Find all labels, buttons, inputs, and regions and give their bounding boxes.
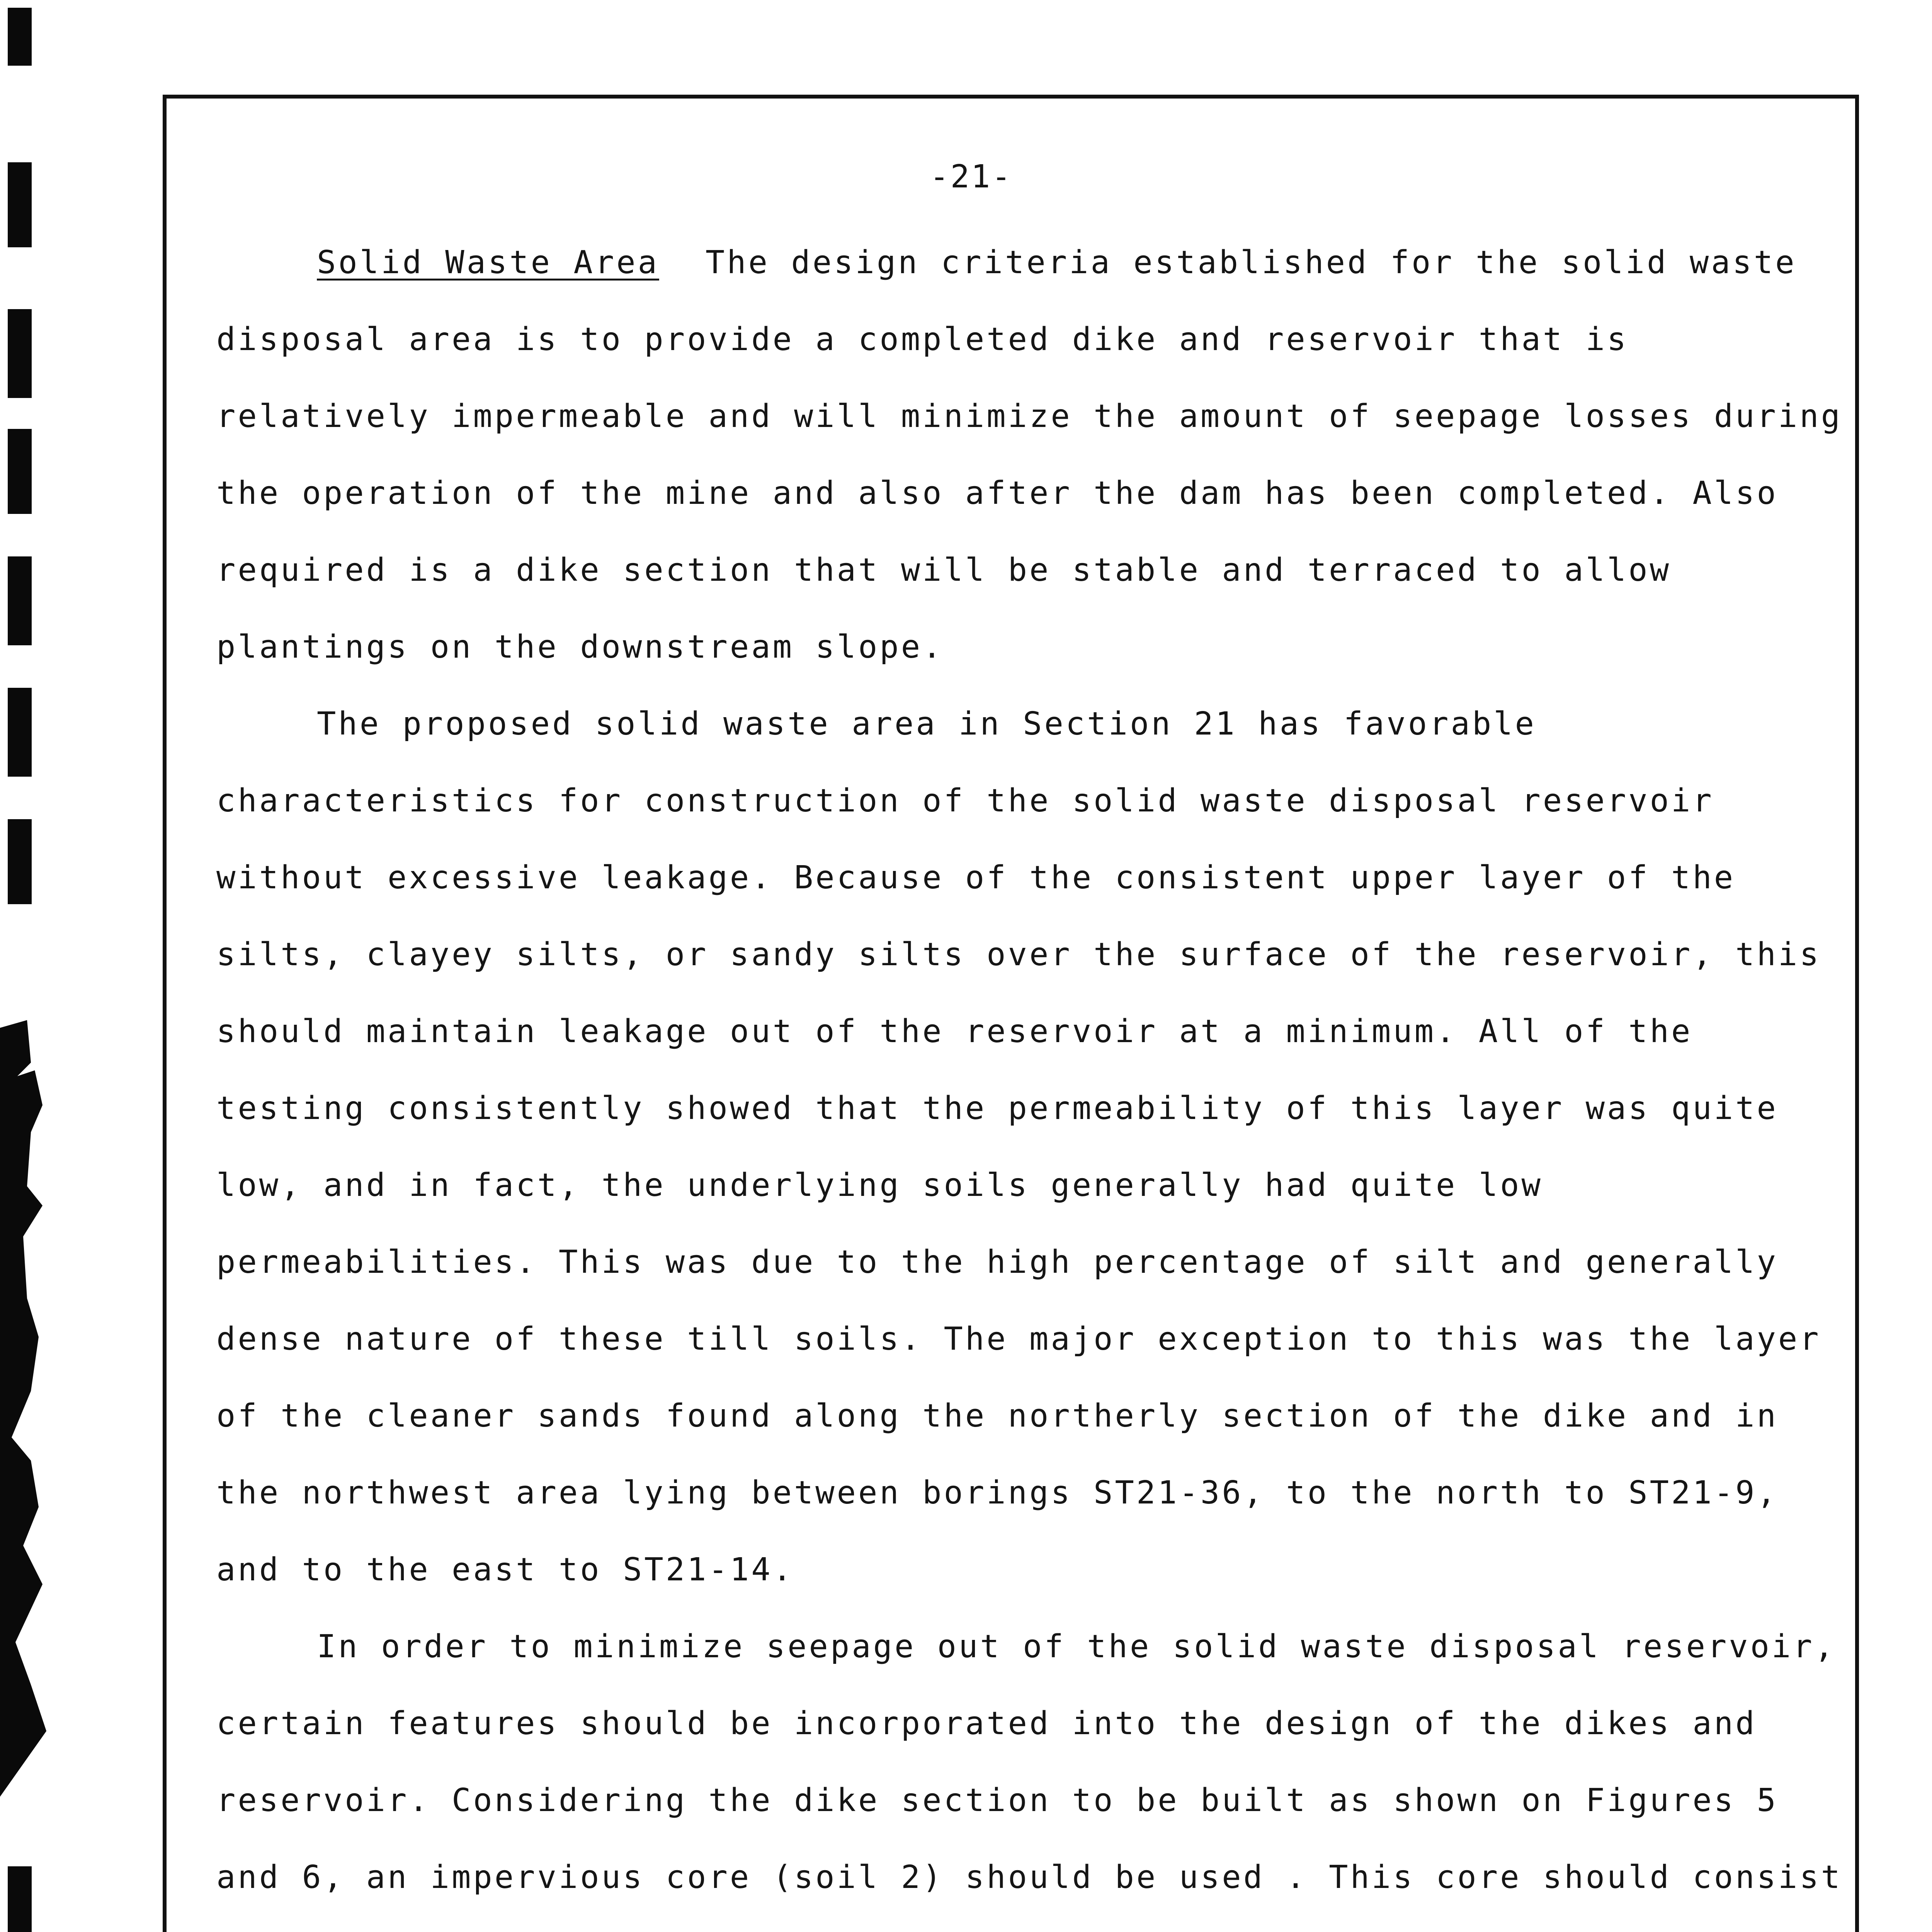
paragraph-design-criteria — [216, 224, 1859, 685]
page-number: -21- — [930, 158, 1012, 195]
scan-edge-mark — [8, 556, 32, 645]
paragraph-text: The design criteria established for the solid waste disposal area is to provide a completed dike and reservoir that is relatively impermeable and will minimize the amount of seepage losses during the operation of the mine and also after the dam has been completed. Also required is a dike section that will be stable and terraced to allow plantings on the downstream slope. — [216, 244, 1842, 665]
scan-edge-shadow — [0, 1005, 73, 1835]
scan-edge-mark — [8, 429, 32, 514]
scan-edge-mark — [8, 309, 32, 398]
paragraph-proposed-area: The proposed solid waste area in Section 21 has favorable characteristics for construction of the solid waste disposal reservoir without excessive leakage. Because of the consistent upper layer of the silts, clayey silts, or sandy silts over the surface of the reservoir, this should maintain leakage out of the reservoir at a minimum. All of the testing consistently showed that the permeability of this layer was quite low, and in fact, the underlying soils generally had quite low permeabilities. This was due to the high percentage of silt and generally dense nature of these till soils. The major exception to this was the layer of the cleaner sands found along the northerly section of the dike and in the northwest area lying between borings ST21-36, to the north to ST21-9, and to the east to ST21-14. — [216, 706, 1821, 1588]
report-body — [216, 224, 1859, 1932]
scan-edge-mark — [8, 8, 32, 66]
scan-edge-mark — [8, 688, 32, 777]
scan-edge-mark — [8, 1866, 32, 1932]
section-heading: Solid Waste Area — [317, 244, 659, 281]
paragraph-seepage-features: In order to minimize seepage out of the solid waste disposal reservoir, certain features should be incorporated into the design of the dikes and reservoir. Considering the dike section to be built as shown on Figures 5 and 6, an impervious core (soil 2) should be used . This core should consist — [216, 1628, 1842, 1896]
scan-edge-mark — [8, 819, 32, 904]
